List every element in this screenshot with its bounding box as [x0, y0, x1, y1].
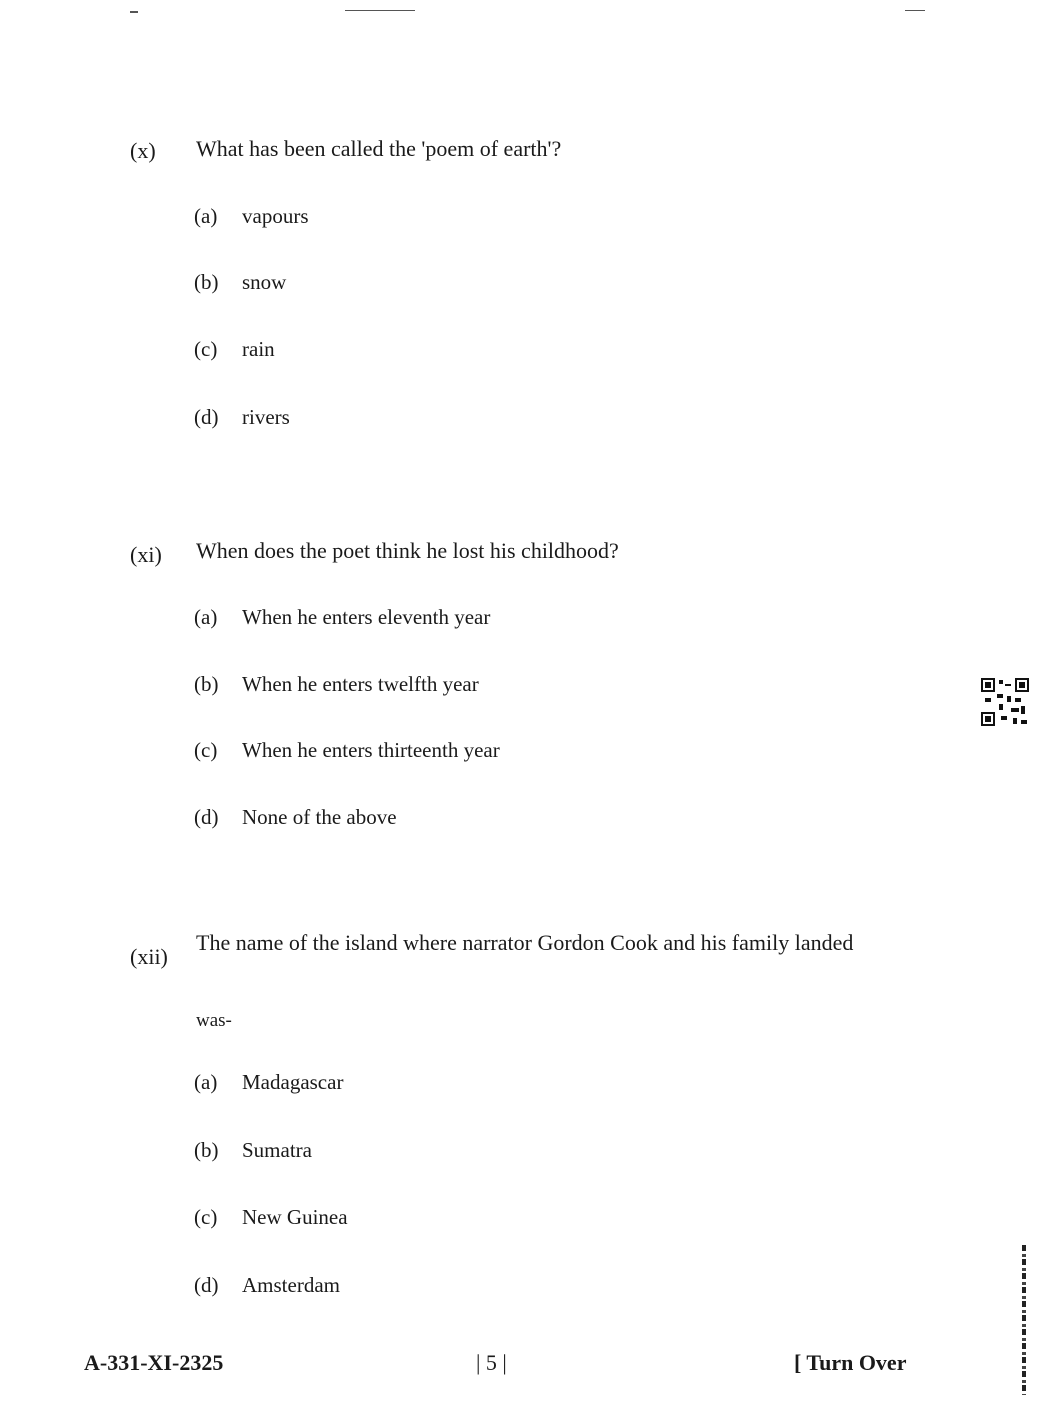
- question-text: When does the poet think he lost his childhood?: [196, 538, 619, 563]
- option-label: (d): [194, 405, 219, 429]
- turn-over-note: [ Turn Over: [794, 1350, 907, 1375]
- option-text: Madagascar: [242, 1070, 344, 1094]
- option: [194, 738, 500, 763]
- option-label: (b): [194, 270, 219, 294]
- question-number: (x): [130, 138, 156, 163]
- option: [194, 672, 479, 697]
- option: [194, 204, 309, 229]
- option: [194, 1273, 340, 1298]
- option-label: (c): [194, 1205, 218, 1229]
- paper-code: A-331-XI-2325: [84, 1350, 224, 1375]
- question-text: What has been called the 'poem of earth'?: [196, 136, 562, 161]
- qr-code-icon: [981, 678, 1029, 726]
- option: [194, 337, 275, 362]
- option: [194, 405, 290, 430]
- scan-mark: [345, 10, 415, 11]
- scan-edge-strip: [1022, 1245, 1026, 1395]
- option-text: rivers: [242, 405, 290, 429]
- option-text: When he enters thirteenth year: [242, 738, 500, 762]
- option-label: (a): [194, 605, 218, 629]
- question-text: The name of the island where narrator Gordon Cook and his family landed: [196, 930, 854, 955]
- option: [194, 805, 397, 830]
- option-label: (c): [194, 337, 218, 361]
- option-label: (c): [194, 738, 218, 762]
- option: [194, 1205, 348, 1230]
- option-text: rain: [242, 337, 275, 361]
- page-number: | 5 |: [476, 1350, 507, 1375]
- question-number: (xi): [130, 542, 162, 567]
- option: [194, 1138, 312, 1163]
- option-label: (d): [194, 805, 219, 829]
- option-label: (b): [194, 1138, 219, 1162]
- scan-mark: [905, 10, 925, 11]
- question-number: (xii): [130, 944, 168, 969]
- option-text: snow: [242, 270, 287, 294]
- option-text: New Guinea: [242, 1205, 348, 1229]
- option: [194, 270, 286, 295]
- option: [194, 1070, 343, 1095]
- option-text: vapours: [242, 204, 309, 228]
- option: [194, 605, 490, 630]
- option-text: When he enters eleventh year: [242, 605, 491, 629]
- option-text: When he enters twelfth year: [242, 672, 479, 696]
- option-text: Amsterdam: [242, 1273, 340, 1297]
- option-label: (d): [194, 1273, 219, 1297]
- option-text: Sumatra: [242, 1138, 312, 1162]
- question-text-continued: was-: [196, 1010, 232, 1031]
- option-label: (a): [194, 204, 218, 228]
- scan-mark: [130, 11, 138, 13]
- option-label: (b): [194, 672, 219, 696]
- option-label: (a): [194, 1070, 218, 1094]
- option-text: None of the above: [242, 805, 397, 829]
